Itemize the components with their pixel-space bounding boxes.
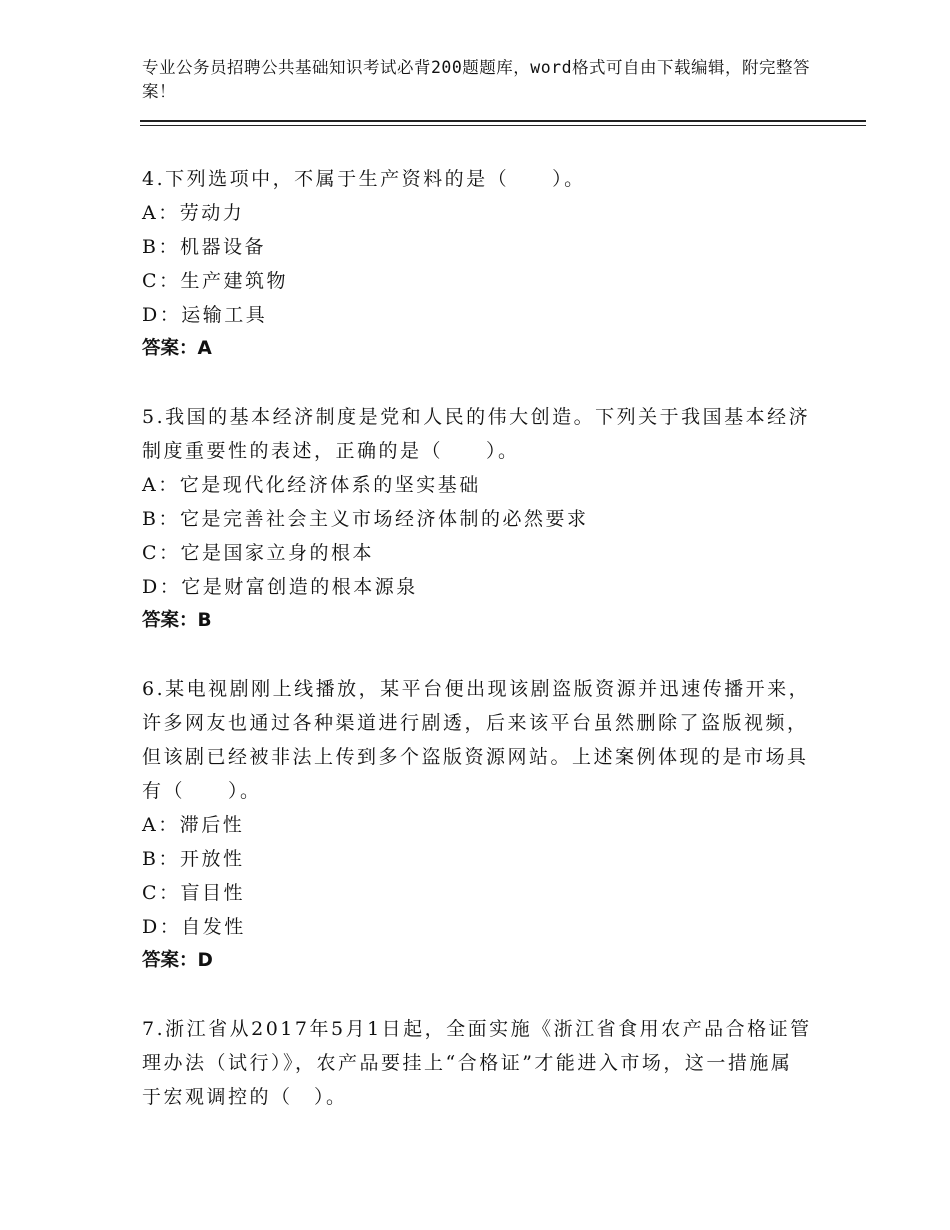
- header-divider-thin: [140, 125, 866, 126]
- question-stem: 6.某电视剧刚上线播放，某平台便出现该剧盗版资源并迅速传播开来，许多网友也通过各种渠道进行剧透，后来该平台虽然删除了盗版视频，但该剧已经被非法上传到多个盗版资源网站。上述案例体现的是市场具有（ ）。: [142, 678, 811, 802]
- option-d: D：它是财富创造的根本源泉: [142, 576, 418, 598]
- question-list: [142, 162, 812, 1148]
- question-5: [142, 400, 812, 638]
- answer-label: 答案：A: [142, 338, 212, 359]
- question-6: [142, 672, 812, 978]
- option-c: C：盲目性: [142, 882, 246, 904]
- option-d: D：自发性: [142, 916, 246, 938]
- option-c: C：它是国家立身的根本: [142, 542, 375, 564]
- option-b: B：它是完善社会主义市场经济体制的必然要求: [142, 508, 589, 530]
- question-stem: 5.我国的基本经济制度是党和人民的伟大创造。下列关于我国基本经济制度重要性的表述，正确的是（ ）。: [142, 406, 811, 462]
- question-stem: 4.下列选项中，不属于生产资料的是（ ）。: [142, 168, 586, 190]
- question-7: [142, 1012, 812, 1114]
- header-divider-thick: [140, 120, 866, 122]
- option-a: A：滞后性: [142, 814, 245, 836]
- question-4: [142, 162, 812, 366]
- option-b: B：机器设备: [142, 236, 266, 258]
- option-c: C：生产建筑物: [142, 270, 289, 292]
- option-b: B：开放性: [142, 848, 245, 870]
- question-stem: 7.浙江省从2017年5月1日起，全面实施《浙江省食用农产品合格证管理办法（试行）》，农产品要挂上“合格证”才能进入市场，这一措施属于宏观调控的（ ）。: [142, 1018, 812, 1108]
- option-d: D：运输工具: [142, 304, 268, 326]
- option-a: A：它是现代化经济体系的坚实基础: [142, 474, 481, 496]
- option-a: A：劳动力: [142, 202, 245, 224]
- answer-label: 答案：D: [142, 950, 213, 971]
- answer-label: 答案：B: [142, 610, 212, 631]
- document-header: 专业公务员招聘公共基础知识考试必背200题题库，word格式可自由下载编辑，附完整答案！: [142, 58, 811, 101]
